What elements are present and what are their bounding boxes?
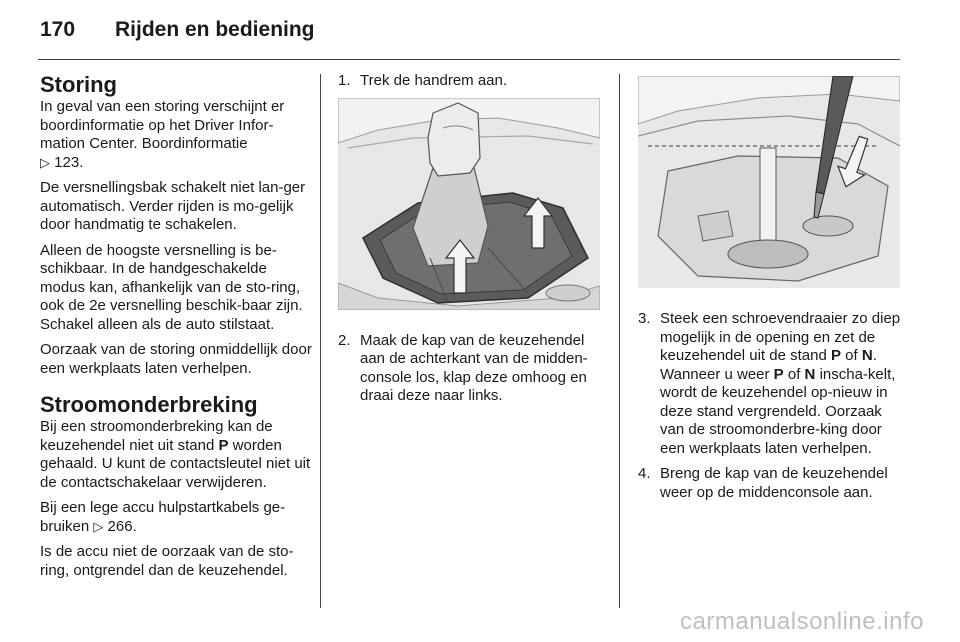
watermark: carmanualsonline.info: [680, 608, 924, 635]
paragraph-4: Oorzaak van de storing onmiddellijk door een werkplaats laten verhelpen.: [40, 341, 312, 377]
paragraph-1: In geval van een storing verschijnt er boordinformatie op het Driver Infor-mation Center. Boordinformatie ▷ 123.: [40, 98, 285, 171]
header-rule: [38, 59, 900, 60]
screwdriver-illustration: [638, 76, 900, 288]
paragraph-2: De versnellingsbak schakelt niet lan-ger automatisch. Verder rijden is mo-gelijk door handmatig te schakelen.: [40, 179, 306, 233]
paragraph-6: Bij een lege accu hulpstartkabels ge-bruiken ▷ 266.: [40, 499, 286, 535]
step-1: 1. Trek de handrem aan.: [338, 72, 508, 89]
page-title: Rijden en bediening: [115, 18, 315, 41]
cross-reference-icon: ▷: [93, 518, 104, 534]
column-divider-2: [619, 74, 620, 608]
step-2: 2. Maak de kap van de keuzehendel aan de achterkant van de midden-console los, klap deze omhoog en draai deze naar links.: [338, 331, 588, 404]
heading-storing: Storing: [40, 72, 117, 97]
column-divider-1: [320, 74, 321, 608]
step-4: 4. Breng de kap van de keuzehendel weer op de middenconsole aan.: [638, 465, 888, 501]
gear-lever-illustration: [338, 98, 600, 310]
paragraph-3: Alleen de hoogste versnelling is be-schikbaar. In de handgeschakelde modus kan, afhankelijk van de sto-ring, ook de 2e versnelling beschik-baar zijn. Schakel alleen als de auto stilstaat.: [40, 241, 303, 333]
page-number: 170: [40, 18, 76, 41]
paragraph-5: Bij een stroomonderbreking kan de keuzehendel niet uit stand P worden gehaald. U kunt de contactsleutel niet uit de contactschakelaar verwijderen.: [40, 418, 311, 491]
cross-reference-icon: ▷: [40, 154, 50, 170]
heading-stroomonderbreking: Stroomonderbreking: [40, 392, 258, 417]
cross-reference-link[interactable]: 266.: [107, 517, 137, 535]
column-3: [638, 76, 902, 509]
paragraph-7: Is de accu niet de oorzaak van de sto-ring, ontgrendel dan de keuzehendel.: [40, 543, 294, 579]
step-3: 3. Steek een schroevendraaier zo diep mogelijk in de opening en zet de keuzehendel uit de stand P of N. Wanneer u weer P of N inscha-kelt, wordt de keuzehendel op-nieuw in deze stand vergrendeld. Oorzaak van de stroomonderbre-king door een werkplaats laten verhelpen.: [638, 310, 901, 457]
column-2: [338, 72, 602, 413]
column-1: [40, 72, 312, 587]
cross-reference-link[interactable]: 123.: [54, 153, 84, 171]
